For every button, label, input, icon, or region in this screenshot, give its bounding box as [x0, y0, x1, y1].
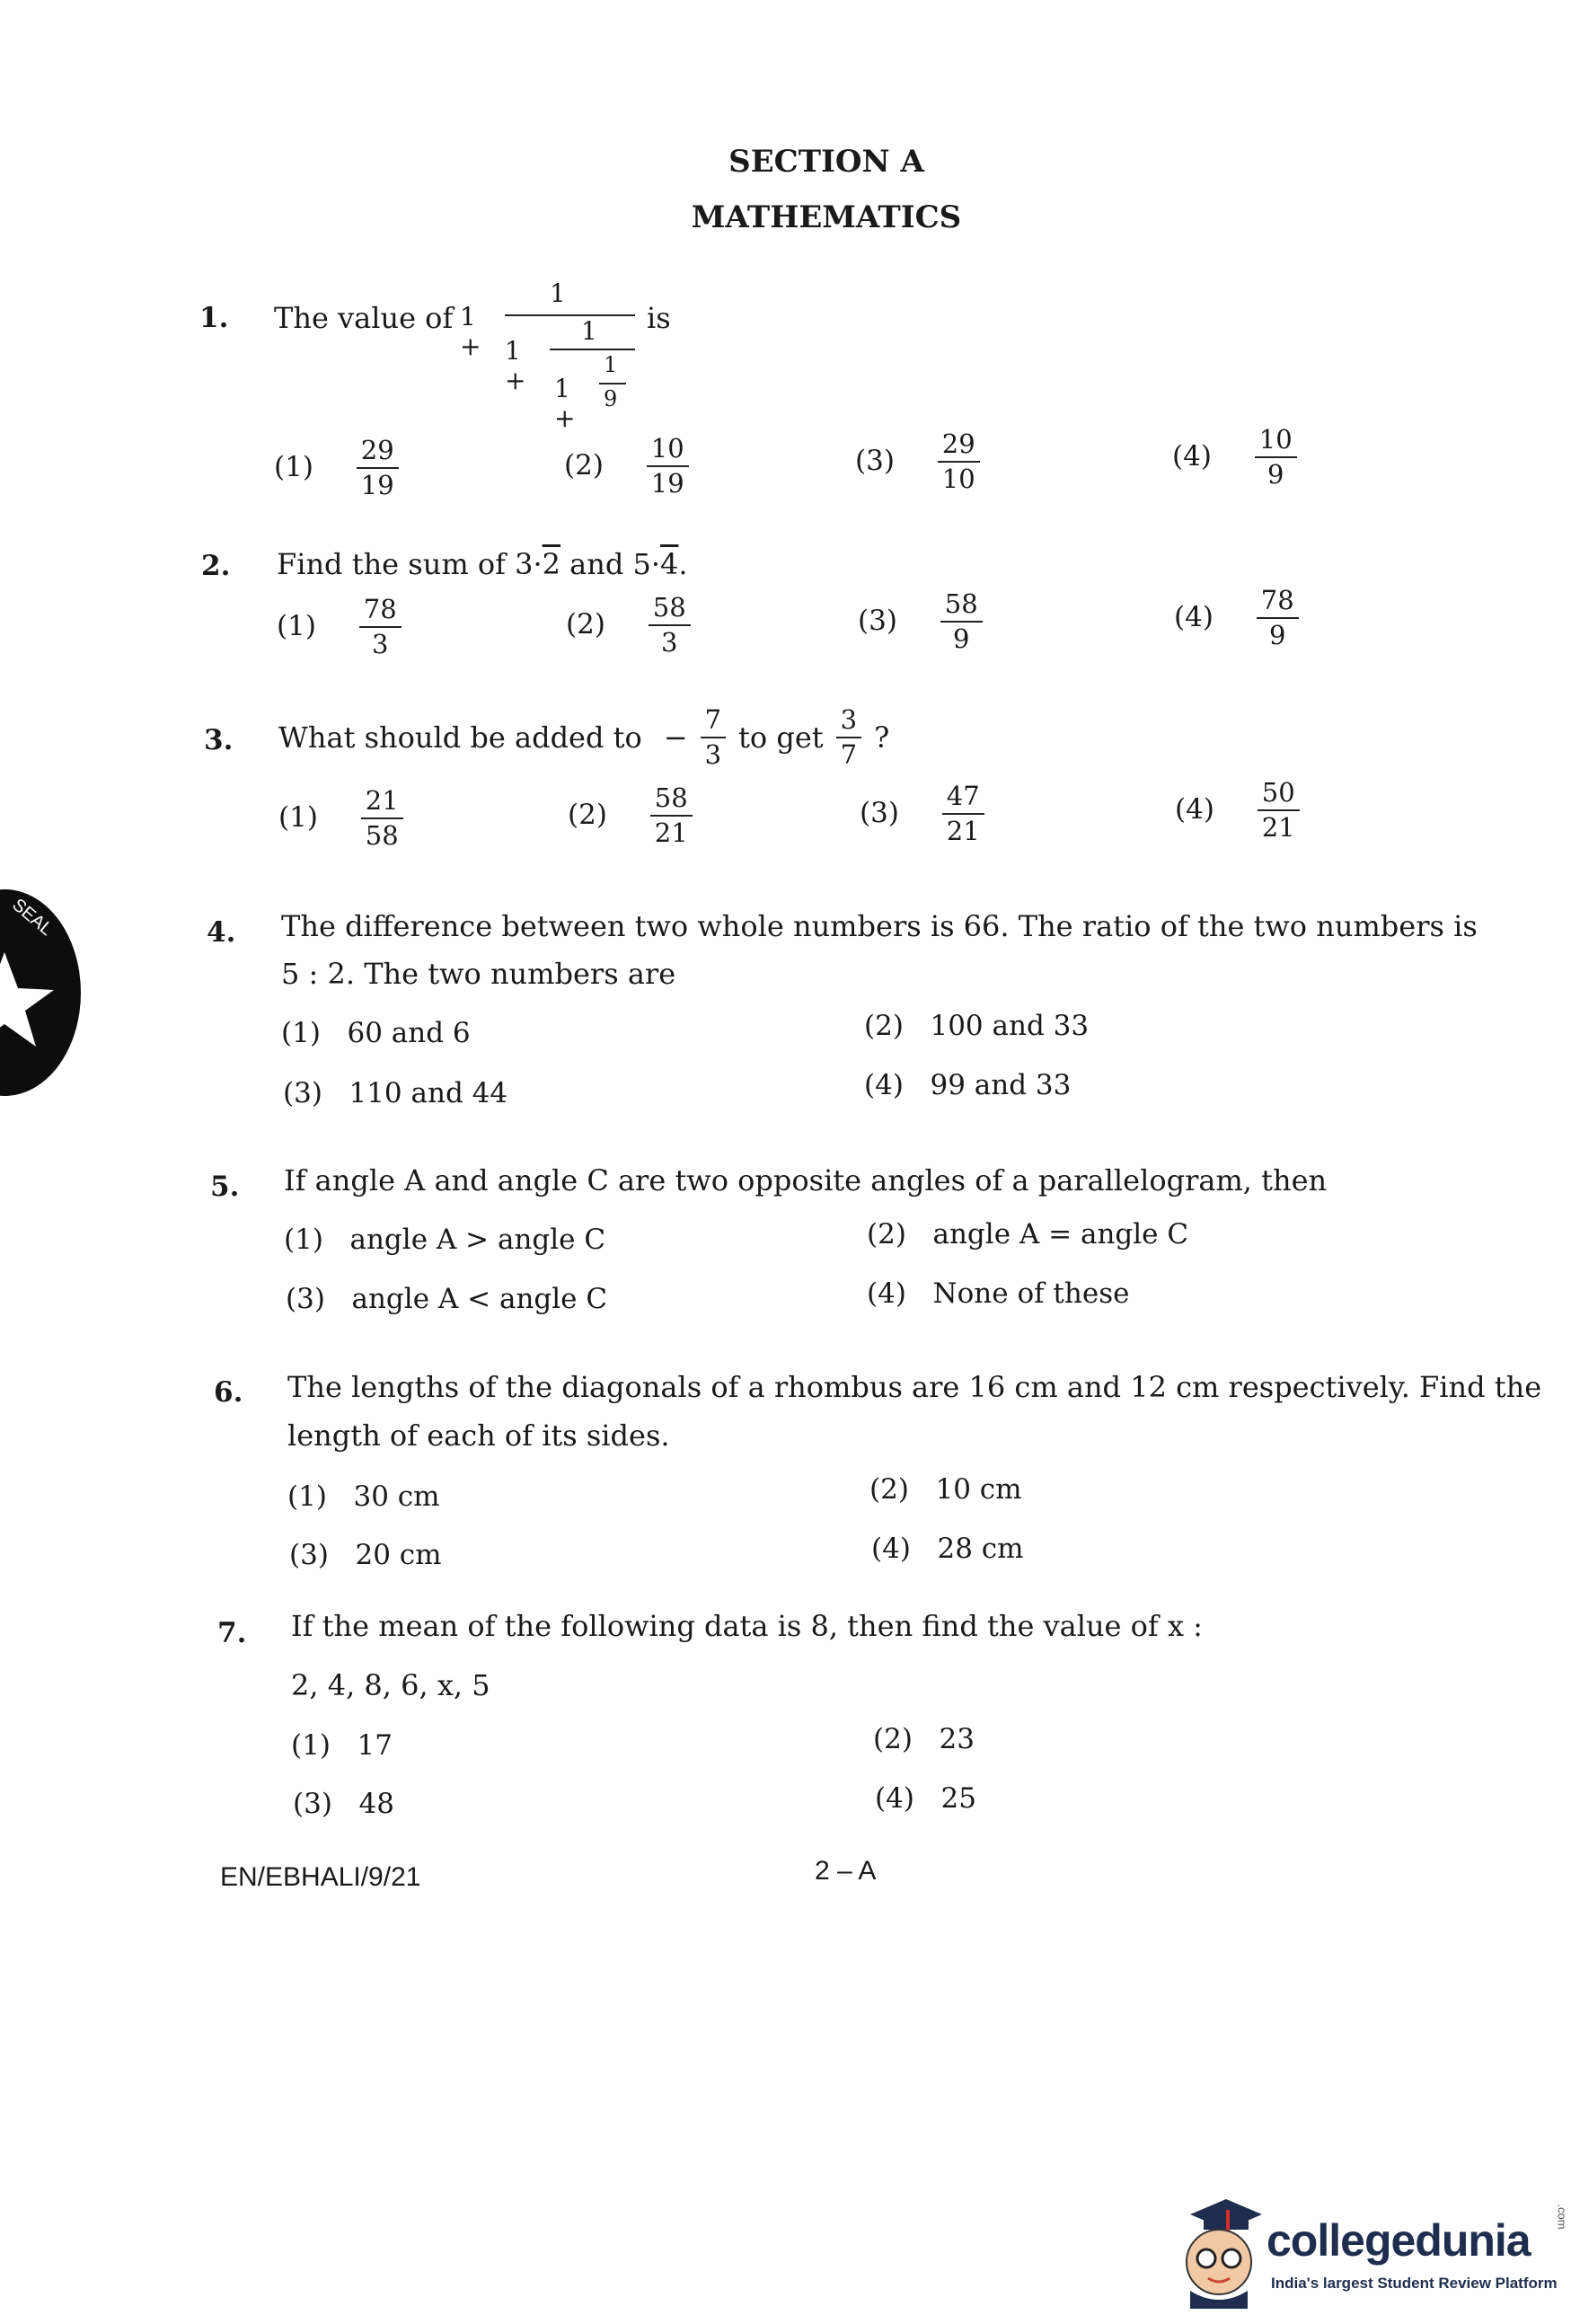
mascot-icon [1163, 2192, 1262, 2309]
option-text: angle A < angle C [351, 1283, 608, 1315]
recurring-a-int: 3· [515, 547, 543, 581]
option-label: (1) [274, 450, 313, 483]
fraction-denominator: 19 [650, 468, 684, 499]
option-text: 100 and 33 [930, 1010, 1090, 1042]
question-5-line-1: If angle A and angle C are two opposite angles of a parallelogram, then [284, 1163, 1328, 1197]
question-5-number: 5. [210, 1171, 240, 1203]
fraction-numerator: 10 [647, 434, 689, 467]
minus-sign: − [663, 720, 688, 755]
q2-option-1 [277, 595, 405, 660]
q7-option-4 [875, 1782, 976, 1815]
fraction-numerator: 29 [938, 429, 980, 463]
question-1-number: 1. [199, 302, 229, 334]
cf-one-a: 1 [460, 302, 476, 331]
option-label: (3) [289, 1539, 329, 1571]
option-label: (4) [1175, 792, 1214, 826]
fraction-denominator: 21 [946, 816, 980, 847]
cf-nine: 9 [604, 386, 618, 411]
option-label: (1) [291, 1729, 331, 1762]
fraction-denominator: 7 [840, 739, 858, 771]
option-fraction [649, 593, 691, 658]
q7-option-2 [873, 1723, 975, 1755]
q6-option-3 [289, 1539, 442, 1571]
q6-option-4 [871, 1533, 1024, 1565]
option-label: (4) [871, 1533, 911, 1565]
question-3-mid: to get [738, 720, 824, 755]
q4-option-1 [281, 1017, 471, 1049]
option-text: 30 cm [353, 1480, 440, 1513]
seal-text: SEAL [8, 895, 57, 940]
q2-option-3 [858, 589, 986, 655]
option-label: (1) [278, 800, 318, 834]
q5-option-4 [867, 1277, 1129, 1310]
fraction-denominator: 19 [360, 470, 394, 501]
fraction-numerator: 50 [1258, 778, 1300, 811]
fraction-denominator: 9 [1269, 620, 1286, 651]
fraction-numerator: 10 [1255, 425, 1297, 458]
q2-option-2 [566, 593, 694, 658]
recurring-b-bar: 4 [660, 547, 679, 581]
q5-option-2 [867, 1218, 1188, 1250]
fraction-numerator: 7 [701, 705, 726, 738]
option-text: 99 and 33 [930, 1069, 1072, 1101]
fraction-numerator: 58 [940, 589, 983, 623]
cf-bar-2 [550, 349, 635, 350]
subject-heading: MATHEMATICS [691, 199, 962, 235]
paper-code: EN/EBHALI/9/21 [220, 1862, 421, 1892]
option-label: (3) [855, 444, 895, 477]
option-fraction [647, 434, 689, 499]
fraction-numerator: 58 [650, 783, 693, 817]
q5-option-3 [286, 1283, 607, 1315]
q6-option-2 [869, 1473, 1022, 1506]
q7-option-1 [291, 1729, 393, 1762]
fraction-denominator: 58 [365, 820, 399, 852]
question-7-line-1: If the mean of the following data is 8, then find the value of x : [291, 1609, 1203, 1643]
logo-domain: .com [1555, 2204, 1569, 2230]
option-label: (3) [860, 796, 899, 829]
page-number: 2 – A [815, 1856, 877, 1886]
option-label: (4) [864, 1069, 904, 1101]
option-fraction [357, 436, 399, 501]
option-label: (3) [293, 1788, 332, 1820]
fraction-numerator: 21 [361, 786, 403, 819]
option-label: (2) [867, 1218, 906, 1250]
option-fraction [940, 589, 983, 655]
option-label: (2) [864, 1010, 904, 1042]
q1-option-1 [274, 436, 402, 501]
question-7-line-2: 2, 4, 8, 6, x, 5 [291, 1668, 490, 1702]
option-label: (2) [869, 1473, 909, 1506]
section-heading: SECTION A [728, 144, 924, 180]
q5-option-1 [284, 1224, 605, 1256]
option-label: (2) [873, 1723, 913, 1755]
option-text: 17 [357, 1729, 393, 1762]
seal-stamp [0, 889, 81, 1096]
fraction-denominator: 21 [1261, 812, 1295, 844]
option-label: (3) [286, 1283, 325, 1315]
option-text: 48 [358, 1788, 394, 1820]
option-text: 20 cm [355, 1539, 442, 1571]
option-text: angle A > angle C [349, 1224, 606, 1256]
option-label: (2) [564, 448, 604, 482]
question-2-and: and [569, 547, 624, 581]
cf-plus-c: + [554, 403, 576, 433]
option-label: (4) [1174, 600, 1214, 633]
question-4-line-1: The difference between two whole numbers is 66. The ratio of the two numbers is [281, 909, 1478, 943]
option-fraction [1255, 425, 1297, 490]
q3-option-4 [1175, 778, 1303, 844]
question-6-line-2: length of each of its sides. [287, 1418, 670, 1453]
q3-option-3 [860, 782, 988, 847]
fraction-denominator: 3 [661, 627, 678, 658]
option-label: (4) [867, 1277, 906, 1310]
cf-numerator-3: 1 [604, 352, 618, 377]
q4-option-3 [283, 1077, 507, 1109]
option-text: 28 cm [937, 1533, 1024, 1565]
option-fraction [942, 782, 984, 847]
option-fraction [359, 595, 402, 660]
fraction-denominator: 10 [941, 464, 975, 495]
option-fraction [1257, 586, 1299, 651]
q4-option-2 [864, 1010, 1089, 1042]
option-fraction [938, 429, 980, 495]
fraction-numerator: 29 [357, 436, 399, 469]
option-fraction [1258, 778, 1300, 844]
question-2-text [277, 541, 688, 588]
option-label: (3) [858, 604, 897, 637]
question-1-text [274, 295, 453, 342]
cf-numerator-1: 1 [550, 278, 566, 308]
option-label: (1) [281, 1017, 321, 1049]
question-3-prefix: What should be added to [278, 720, 642, 755]
option-text: 10 cm [935, 1473, 1022, 1506]
option-fraction [361, 786, 403, 852]
question-3-fraction-2 [836, 705, 861, 771]
cf-one-b: 1 [505, 336, 521, 366]
option-label: (1) [284, 1224, 323, 1256]
option-text: None of these [932, 1277, 1130, 1310]
fraction-denominator: 21 [654, 817, 688, 849]
question-4-number: 4. [207, 916, 236, 949]
cf-bar-3 [599, 383, 626, 384]
question-2-end: . [678, 547, 688, 581]
question-1-prefix: The value of [274, 301, 454, 335]
question-7-number: 7. [217, 1617, 247, 1649]
logo-wordmark: collegedunia [1267, 2215, 1531, 2266]
question-2-number: 2. [201, 550, 231, 582]
cf-plus-b: + [505, 366, 526, 395]
option-text: 25 [940, 1782, 976, 1815]
recurring-b-int: 5· [632, 547, 661, 581]
fraction-denominator: 3 [372, 629, 389, 660]
question-6-number: 6. [214, 1376, 243, 1409]
fraction-numerator: 58 [649, 593, 691, 626]
question-3-end: ? [874, 720, 890, 755]
fraction-denominator: 9 [1267, 459, 1284, 490]
q1-option-4 [1172, 425, 1301, 490]
q1-option-3 [855, 429, 984, 495]
question-6-line-1: The lengths of the diagonals of a rhombus are 16 cm and 12 cm respectively. Find the [287, 1370, 1542, 1404]
cf-bar-1 [505, 314, 635, 316]
question-2-prefix: Find the sum of [277, 547, 506, 581]
q7-option-3 [293, 1788, 394, 1820]
option-text: 60 and 6 [347, 1017, 471, 1049]
option-label: (1) [277, 609, 316, 642]
q3-option-1 [278, 786, 407, 852]
question-3-fraction-1 [701, 705, 726, 771]
fraction-numerator: 78 [359, 595, 402, 628]
option-label: (2) [568, 798, 607, 831]
fraction-numerator: 3 [836, 705, 861, 738]
option-label: (4) [1172, 439, 1212, 473]
fraction-numerator: 47 [942, 782, 984, 815]
q3-option-2 [568, 783, 696, 849]
logo-tagline: India's largest Student Review Platform [1271, 2275, 1558, 2292]
option-label: (2) [566, 607, 605, 641]
recurring-a-bar: 2 [542, 547, 560, 581]
question-1-suffix: is [647, 301, 671, 335]
q6-option-1 [287, 1480, 440, 1513]
fraction-denominator: 9 [953, 623, 970, 655]
cf-numerator-2: 1 [581, 316, 597, 346]
question-3-text [278, 705, 889, 771]
cf-plus-a: + [460, 331, 481, 361]
option-text: 23 [939, 1723, 975, 1755]
option-label: (4) [875, 1782, 914, 1815]
q1-option-2 [564, 434, 693, 499]
fraction-denominator: 3 [704, 739, 722, 771]
cf-one-c: 1 [554, 374, 570, 403]
collegedunia-logo [1163, 2192, 1567, 2318]
option-text: 110 and 44 [349, 1077, 508, 1109]
q2-option-4 [1174, 586, 1302, 651]
option-fraction [650, 783, 693, 849]
option-text: angle A = angle C [932, 1218, 1189, 1250]
question-3-number: 3. [204, 724, 234, 756]
option-label: (1) [287, 1480, 327, 1513]
question-4-line-2: 5 : 2. The two numbers are [281, 957, 676, 991]
option-label: (3) [283, 1077, 322, 1109]
q4-option-4 [864, 1069, 1071, 1101]
fraction-numerator: 78 [1257, 586, 1299, 619]
